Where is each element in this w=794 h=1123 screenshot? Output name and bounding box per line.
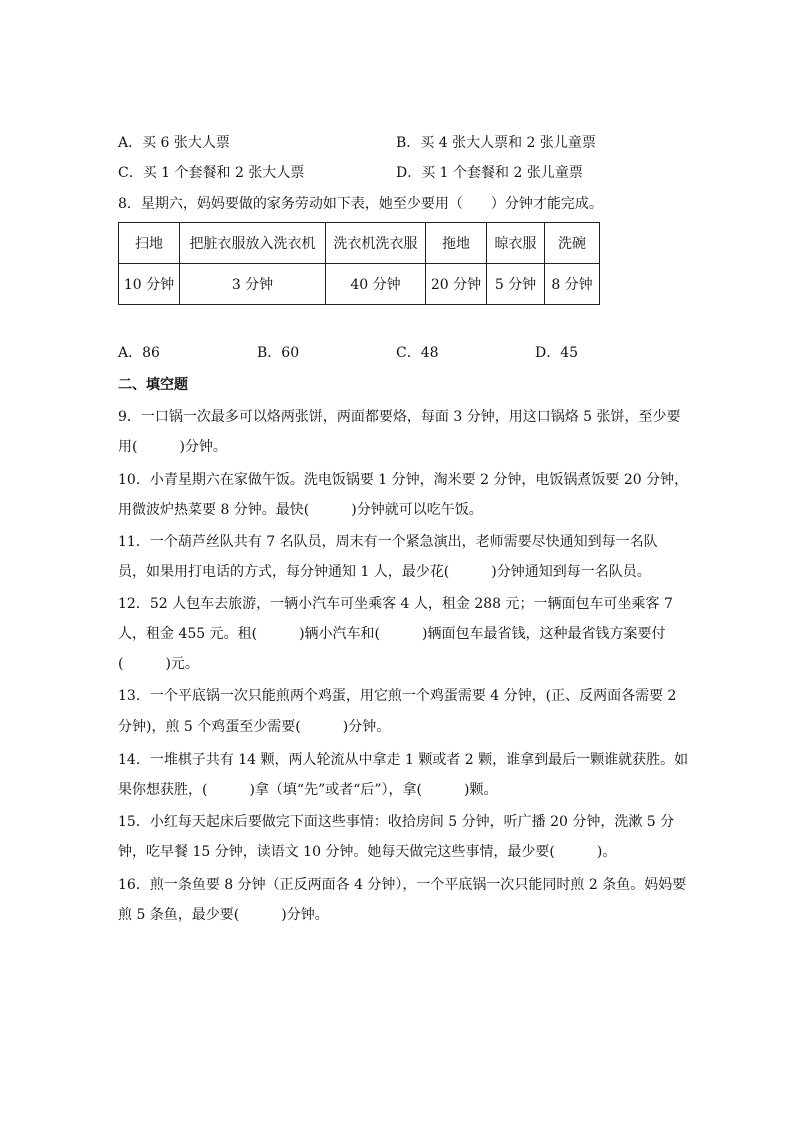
question-line: 煎 5 条鱼，最少要( )分钟。	[118, 907, 329, 923]
question-line: 果你想获胜，( )拿（填“先”或者“后”），拿( )颗。	[118, 782, 498, 798]
question-line: 分钟)，煎 5 个鸡蛋至少需要( )分钟。	[118, 719, 391, 735]
question-line: 用微波炉热菜要 8 分钟。最快( )分钟就可以吃午饭。	[118, 502, 483, 518]
q8-option-a: A．86	[118, 345, 160, 361]
table-header-cell: 扫地	[119, 223, 180, 264]
table-cell: 40 分钟	[326, 264, 426, 305]
q7-option-d: D．买 1 个套餐和 2 张儿童票	[396, 165, 583, 181]
q8-option-d: D．45	[535, 345, 579, 361]
table-header-cell: 拖地	[426, 223, 487, 264]
table-header-cell: 晾衣服	[487, 223, 545, 264]
table-header-cell: 洗衣机洗衣服	[326, 223, 426, 264]
chores-table	[118, 222, 600, 305]
table-cell: 20 分钟	[426, 264, 487, 305]
table-cell: 3 分钟	[180, 264, 326, 305]
table-cell: 8 分钟	[545, 264, 600, 305]
q8-option-b: B．60	[257, 345, 300, 361]
table-header-cell: 洗碗	[545, 223, 600, 264]
table-cell: 5 分钟	[487, 264, 545, 305]
section-title: 二、填空题	[118, 377, 188, 393]
question-line: 13．一个平底锅一次只能煎两个鸡蛋，用它煎一个鸡蛋需要 4 分钟，(正、反两面各需要 2	[118, 688, 677, 704]
q8-text: 8．星期六，妈妈要做的家务劳动如下表，她至少要用（ ）分钟才能完成。	[118, 196, 603, 212]
question-line: ( )元。	[118, 656, 199, 672]
question-line: 9．一口锅一次最多可以烙两张饼，两面都要烙，每面 3 分钟，用这口锅烙 5 张饼，至少要	[118, 409, 681, 425]
question-line: 人，租金 455 元。租( )辆小汽车和( )辆面包车最省钱，这种最省钱方案要付	[118, 626, 666, 642]
q7-option-c: C．买 1 个套餐和 2 张大人票	[118, 165, 305, 181]
question-line: 12．52 人包车去旅游，一辆小汽车可坐乘客 4 人，租金 288 元；一辆面包车可坐乘客 7	[118, 596, 673, 612]
question-line: 16．煎一条鱼要 8 分钟（正反两面各 4 分钟），一个平底锅一次只能同时煎 2 条鱼。妈妈要	[118, 877, 687, 893]
question-line: 15．小红每天起床后要做完下面这些事情：收拾房间 5 分钟，听广播 20 分钟，洗漱 5 分	[118, 814, 675, 830]
q7-option-b: B．买 4 张大人票和 2 张儿童票	[396, 135, 596, 151]
question-line: 用( )分钟。	[118, 439, 227, 455]
q8-option-c: C．48	[396, 345, 439, 361]
question-line: 钟，吃早餐 15 分钟，读语文 10 分钟。她每天做完这些事情，最少要( )。	[118, 844, 617, 860]
question-line: 11．一个葫芦丝队共有 7 名队员，周末有一个紧急演出，老师需要尽快通知到每一名队	[118, 534, 658, 550]
q7-option-a: A．买 6 张大人票	[118, 135, 230, 151]
question-line: 14．一堆棋子共有 14 颗，两人轮流从中拿走 1 颗或者 2 颗，谁拿到最后一颗谁就获胜。如	[118, 752, 689, 768]
question-line: 10．小青星期六在家做午饭。洗电饭锅要 1 分钟，淘米要 2 分钟，电饭锅煮饭要 20 分钟，	[118, 472, 689, 488]
table-row	[119, 223, 600, 264]
question-line: 员，如果用打电话的方式，每分钟通知 1 人，最少花( )分钟通知到每一名队员。	[118, 564, 651, 580]
table-header-cell: 把脏衣服放入洗衣机	[180, 223, 326, 264]
table-row	[119, 264, 600, 305]
table-cell: 10 分钟	[119, 264, 180, 305]
